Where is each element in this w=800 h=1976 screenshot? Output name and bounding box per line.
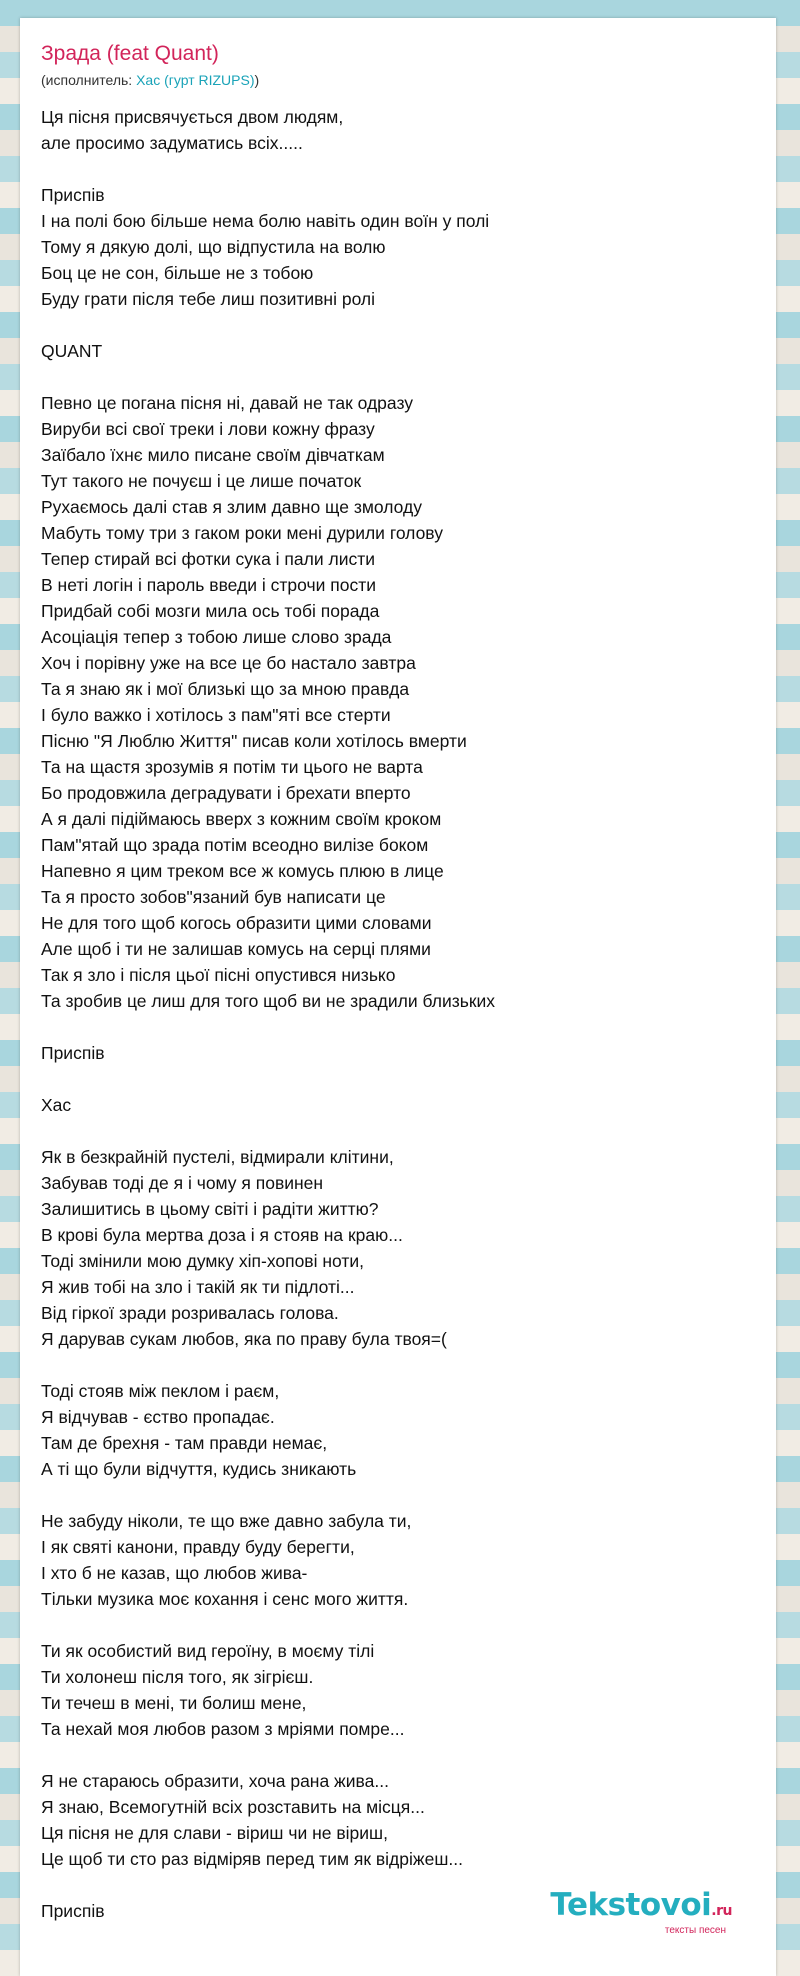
lyric-line: І хто б не казав, що любов жива- bbox=[41, 1563, 308, 1583]
lyric-line: Ця пісня не для слави - віриш чи не віриш, bbox=[41, 1823, 388, 1843]
lyric-line: Так я зло і після цьої пісні опустився низько bbox=[41, 965, 396, 985]
lyric-line: QUANT bbox=[41, 341, 103, 361]
lyric-line: Та я просто зобов"язаний був написати це bbox=[41, 887, 386, 907]
lyric-line: Я знаю, Всемогутній всіх розставить на місця... bbox=[41, 1797, 425, 1817]
lyric-line: Тоді змінили мою думку хіп-хопові ноти, bbox=[41, 1251, 365, 1271]
lyric-line: Пам"ятай що зрада потім всеодно вилізе боком bbox=[41, 835, 429, 855]
artist-link[interactable]: Хас (гурт RIZUPS) bbox=[136, 72, 255, 88]
lyric-line: А я далі підіймаюсь вверх з кожним своїм кроком bbox=[41, 809, 442, 829]
lyric-line: Ти як особистий вид героїну, в моєму тілі bbox=[41, 1641, 375, 1661]
lyric-line: Приспів bbox=[41, 1043, 105, 1063]
lyric-line: Певно це погана пісня ні, давай не так одразу bbox=[41, 393, 414, 413]
lyric-line: І було важко і хотілось з пам"яті все стерти bbox=[41, 705, 391, 725]
lyric-line: Вируби всі свої треки і лови кожну фразу bbox=[41, 419, 375, 439]
lyric-line: Не для того щоб когось образити цими словами bbox=[41, 913, 432, 933]
lyric-line: І на полі бою більше нема болю навіть один воїн у полі bbox=[41, 211, 490, 231]
lyrics-card bbox=[20, 18, 776, 1976]
song-title: Зрада (feat Quant) bbox=[41, 42, 219, 65]
lyrics-text bbox=[41, 104, 761, 1924]
lyric-line: Пісню "Я Люблю Життя" писав коли хотілось вмерти bbox=[41, 731, 467, 751]
lyric-line: Я не стараюсь образити, хоча рана жива... bbox=[41, 1771, 389, 1791]
lyric-line: Тільки музика моє кохання і сенс мого життя. bbox=[41, 1589, 409, 1609]
lyric-line: Я дарував сукам любов, яка по праву була твоя=( bbox=[41, 1329, 447, 1349]
lyric-line: Напевно я цим треком все ж комусь плюю в лице bbox=[41, 861, 444, 881]
lyric-line bbox=[41, 156, 761, 182]
lyric-line bbox=[41, 1014, 761, 1040]
lyric-line bbox=[41, 1352, 761, 1378]
lyric-line: Від гіркої зради розривалась голова. bbox=[41, 1303, 339, 1323]
lyric-line: Ти течеш в мені, ти болиш мене, bbox=[41, 1693, 307, 1713]
artist-byline bbox=[41, 72, 259, 88]
lyric-line: Приспів bbox=[41, 1901, 105, 1921]
lyric-line: В неті логін і пароль введи і строчи пости bbox=[41, 575, 376, 595]
byline-prefix: (исполнитель: bbox=[41, 72, 137, 88]
logo-name: Tekstovoi bbox=[550, 1887, 712, 1923]
lyric-line: Бо продовжила деградувати і брехати вперто bbox=[41, 783, 411, 803]
logo-wordmark bbox=[550, 1889, 732, 1927]
lyric-line: І як святі канони, правду буду берегти, bbox=[41, 1537, 355, 1557]
lyric-line: Рухаємось далі став я злим давно ще змолоду bbox=[41, 497, 422, 517]
site-logo[interactable] bbox=[550, 1889, 732, 1936]
lyric-line: Хас bbox=[41, 1095, 72, 1115]
lyric-line bbox=[41, 312, 761, 338]
lyric-line: Там де брехня - там правди немає, bbox=[41, 1433, 328, 1453]
lyric-line: Боц це не сон, більше не з тобою bbox=[41, 263, 314, 283]
lyric-line: Та зробив це лиш для того щоб ви не зрадили близьких bbox=[41, 991, 496, 1011]
lyric-line bbox=[41, 364, 761, 390]
lyric-line: Та на щастя зрозумів я потім ти цього не варта bbox=[41, 757, 423, 777]
lyric-line: А ті що були відчуття, кудись зникають bbox=[41, 1459, 357, 1479]
lyric-line: Не забуду ніколи, те що вже давно забула ти, bbox=[41, 1511, 412, 1531]
lyric-line: але просимо задуматись всіх..... bbox=[41, 133, 303, 153]
lyric-line bbox=[41, 1066, 761, 1092]
lyric-line: Придбай собі мозги мила ось тобі порада bbox=[41, 601, 380, 621]
lyric-line: Забував тоді де я і чому я повинен bbox=[41, 1173, 324, 1193]
lyric-line: Але щоб і ти не залишав комусь на серці плями bbox=[41, 939, 431, 959]
lyric-line: Ти холонеш після того, як зігрієш. bbox=[41, 1667, 314, 1687]
lyric-line: Я відчував - єство пропадає. bbox=[41, 1407, 275, 1427]
logo-suffix: .ru bbox=[711, 1903, 732, 1919]
lyric-line: Тоді стояв між пеклом і раєм, bbox=[41, 1381, 280, 1401]
lyric-line: Заїбало їхнє мило писане своїм дівчаткам bbox=[41, 445, 385, 465]
lyric-line: Приспів bbox=[41, 185, 105, 205]
lyric-line: Асоціація тепер з тобою лише слово зрада bbox=[41, 627, 392, 647]
lyric-line: Залишитись в цьому світі і радіти життю? bbox=[41, 1199, 379, 1219]
lyric-line: В крові була мертва доза і я стояв на краю... bbox=[41, 1225, 403, 1245]
lyric-line: Буду грати після тебе лиш позитивні ролі bbox=[41, 289, 376, 309]
lyric-line bbox=[41, 1742, 761, 1768]
lyric-line: Тому я дякую долі, що відпустила на волю bbox=[41, 237, 386, 257]
lyric-line bbox=[41, 1118, 761, 1144]
lyric-line bbox=[41, 1612, 761, 1638]
lyric-line: Ця пісня присвячується двом людям, bbox=[41, 107, 344, 127]
lyric-line: Це щоб ти сто раз відміряв перед тим як відріжеш... bbox=[41, 1849, 463, 1869]
lyric-line: Тепер стирай всі фотки сука і пали листи bbox=[41, 549, 376, 569]
lyric-line: Хоч і порівну уже на все це бо настало завтра bbox=[41, 653, 416, 673]
lyric-line: Мабуть тому три з гаком роки мені дурили голову bbox=[41, 523, 443, 543]
lyric-line: Та нехай моя любов разом з мріями помре... bbox=[41, 1719, 405, 1739]
logo-tagline: тексты песен bbox=[664, 1925, 726, 1936]
lyric-line: Та я знаю як і мої близькі що за мною правда bbox=[41, 679, 410, 699]
lyric-line: Я жив тобі на зло і такій як ти підлоті... bbox=[41, 1277, 355, 1297]
lyric-line bbox=[41, 1482, 761, 1508]
lyric-line: Тут такого не почуєш і це лише початок bbox=[41, 471, 362, 491]
byline-suffix: ) bbox=[254, 72, 260, 88]
lyric-line: Як в безкрайній пустелі, відмирали клітини, bbox=[41, 1147, 394, 1167]
